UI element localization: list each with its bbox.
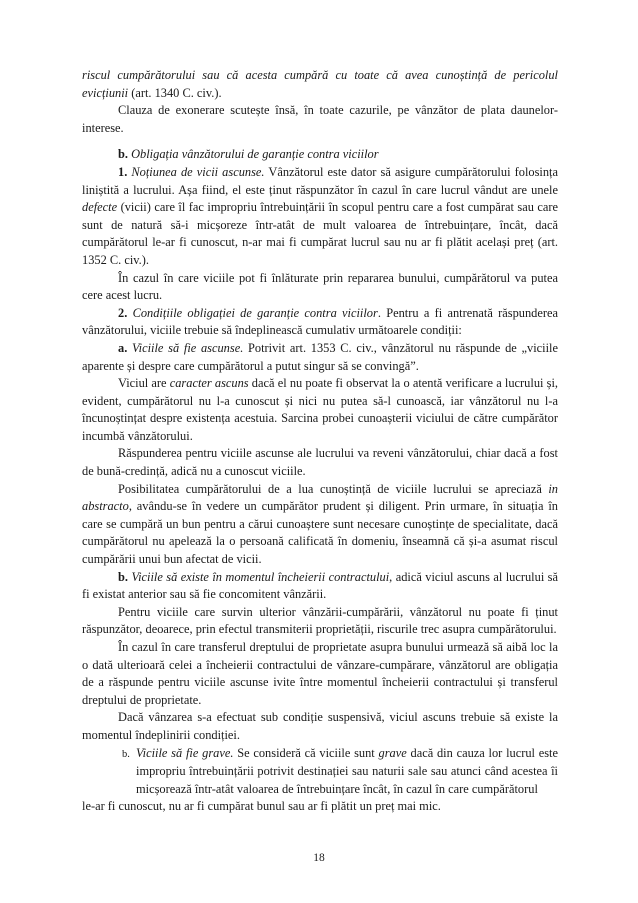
- paragraph-subsequent: Pentru viciile care survin ulterior vânzării-cumpărării, vânzătorul nu poate fi ținut răspunzător, deoarece, prin efectul transmiterii proprietății, riscurile trec asupra cumpărătorului.: [82, 604, 558, 637]
- paragraph-repair: În cazul în care viciile pot fi înlăturate prin repararea bunului, cumpărătorul va putea cere acest lucru.: [82, 270, 558, 303]
- paragraph-existence: b. Viciile să existe în momentul încheierii contractului, adică viciul ascuns al lucrului să fi existat anterior sau să fie concomitent vânzării.: [82, 569, 559, 602]
- paragraph-hidden-character: Viciul are caracter ascuns dacă el nu poate fi observat la o atentă verificare a lucrului și, evident, cumpărătorul nu l-a cunoscut și nici nu putea să-l cunoască, iar vânzătorul nu l-a încunoștințat despre existența acestuia. Sarcina probei cunoașterii viciului de către cumpărător incumbă vânzătorului.: [82, 376, 559, 443]
- paragraph-liability: Răspunderea pentru viciile ascunse ale lucrului va reveni vânzătorului, chiar dacă a fost de bună-credință, adică nu a cunoscut viciile.: [82, 446, 558, 479]
- paragraph-suspensive: Dacă vânzarea s-a efectuat sub condiție suspensivă, viciul ascuns trebuie să existe la momentul îndeplinirii condiției.: [82, 710, 558, 742]
- paragraph-exoneration: Clauza de exonerare scutește însă, în toate cazurile, pe vânzător de plata daunelor-interese.: [82, 103, 558, 135]
- page-number: 18: [313, 852, 325, 864]
- paragraph-conditions: 2. Condițiile obligației de garanție contra viciilor. Pentru a fi antrenată răspunderea vânzătorului, viciile trebuie să îndeplinească cumulativ următoarele condiții:: [82, 305, 558, 338]
- paragraph-transfer: În cazul în care transferul dreptului de proprietate asupra bunului urmează să aibă loc la o dată ulterioară celei a încheierii contractului de vânzare-cumpărare, vânzătorul are obligația de a răspunde pentru viciile ascunse ivite între momentul încheierii contractului și transferul dreptului de proprietate.: [82, 640, 558, 707]
- paragraph-final: le-ar fi cunoscut, nu ar fi cumpărat bunul sau ar fi plătit un preț mai mic.: [82, 799, 441, 814]
- list-item-grave: b. Viciile să fie grave. Se consideră că viciile sunt grave dacă din cauza lor lucrul este impropriu întrebuințării potrivit destinației sau naturii sale sau atunci când acestea îi micșorează într-atât valoarea de întrebuințare încât, în cazul în care cumpărătorul: [122, 745, 558, 796]
- paragraph-hidden: a. Viciile să fie ascunse. Potrivit art. 1353 C. civ., vânzătorul nu răspunde de „viciile aparente și despre care cumpărătorul a putut singur să se convingă”.: [82, 340, 558, 373]
- paragraph-notion: 1. Noțiunea de vicii ascunse. Vânzătorul este dator să asigure cumpărătorului folosința liniștită a lucrului. Așa fiind, el este ținut răspunzător în cazul în care lucrul vândut are unele defecte (vicii) care îl fac impropriu întrebuințării în scopul pentru care a fost cumpărat sau care sunt de natură să-i micșoreze într-atât de mult valoarea de întrebuințare, încât, dacă cumpărătorul le-ar fi cunoscut, n-ar mai fi cumpărat lucrul sau nu ar fi plătit același preț (art. 1352 C. civ.).: [82, 164, 558, 267]
- paragraph-possibility: Posibilitatea cumpărătorului de a lua cunoștință de viciile lucrului se apreciază in abstracto, avându-se în vedere un cumpărător prudent și diligent. Prin urmare, în situația în care se cumpără un bun pentru a cărui cunoaștere sunt necesare cunoștințe de specialitate, dacă cumpărătorul nu apelează la o persoană calificată în domeniu, înseamnă că și-a asumat riscul cumpărării unui bun afectat de vicii.: [82, 481, 558, 567]
- list-marker: b.: [122, 748, 130, 760]
- section-heading: b. Obligația vânzătorului de garanție contra viciilor: [118, 147, 379, 162]
- paragraph-eviction: riscul cumpărătorului sau că acesta cumpără cu toate că avea cunoștință de pericolul evicțiunii (art. 1340 C. civ.).: [82, 68, 558, 100]
- italic-text: riscul cumpărătorului sau că acesta cumpără cu toate că avea cunoștință de pericolul evicțiunii: [82, 68, 558, 100]
- page-body: [82, 67, 558, 816]
